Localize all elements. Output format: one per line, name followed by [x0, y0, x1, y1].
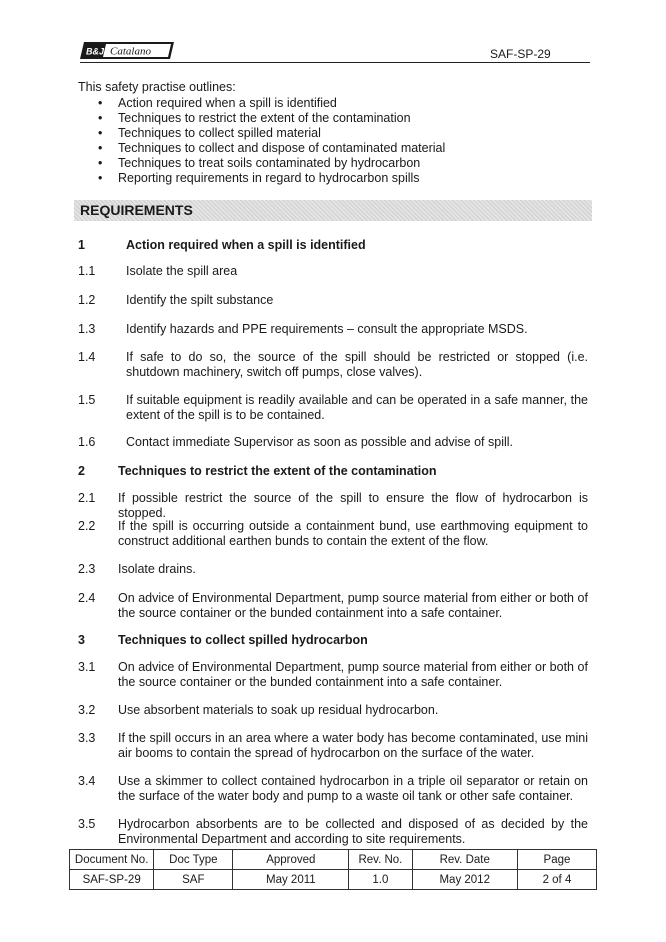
document-reference: SAF-SP-29	[490, 47, 551, 61]
company-logo	[80, 42, 174, 59]
section-number: 2	[78, 464, 85, 478]
table-cell: 2 of 4	[517, 870, 596, 890]
section-title: Techniques to collect spilled hydrocarbon	[118, 633, 368, 647]
bullet-icon: •	[98, 126, 103, 140]
list-item	[78, 171, 445, 186]
bullet-icon: •	[98, 171, 103, 185]
intro-section	[78, 80, 445, 186]
clause-number: 3.2	[78, 703, 96, 717]
requirements-heading: REQUIREMENTS	[80, 202, 193, 218]
clause-text: Use a skimmer to collect contained hydrocarbon in a triple oil separator or retain on the surface of the water body and pump to a waste oil tank or other safe container.	[118, 774, 588, 803]
table-cell: SAF	[154, 870, 233, 890]
clause-text: Identify hazards and PPE requirements – consult the appropriate MSDS.	[126, 322, 528, 336]
bullet-icon: •	[98, 111, 103, 125]
svg-text:B&J: B&J	[86, 46, 105, 57]
list-item-text: Reporting requirements in regard to hydrocarbon spills	[118, 171, 420, 185]
table-cell: May 2011	[233, 870, 349, 890]
bullet-icon: •	[98, 156, 103, 170]
clause-text: If safe to do so, the source of the spill should be restricted or stopped (i.e. shutdown machinery, switch off pumps, close valves).	[126, 350, 588, 379]
list-item-text: Techniques to collect spilled material	[118, 126, 321, 140]
clause-number: 2.3	[78, 562, 96, 576]
clause-number: 3.3	[78, 731, 96, 745]
clause-number: 2.1	[78, 491, 96, 505]
intro-list	[78, 96, 445, 186]
clause-number: 1.3	[78, 322, 96, 336]
clause-text: If possible restrict the source of the spill to ensure the flow of hydrocarbon is stopped.	[118, 491, 588, 520]
requirements-heading-bar	[74, 200, 592, 221]
clause-text: Isolate drains.	[118, 562, 196, 576]
clause-number: 1.1	[78, 264, 96, 278]
table-cell: May 2012	[412, 870, 517, 890]
table-header-row	[70, 850, 597, 870]
table-header-cell: Page	[517, 850, 596, 870]
table-header-cell: Document No.	[70, 850, 154, 870]
clause-text: If the spill occurs in an area where a water body has become contaminated, use mini air booms to contain the spread of hydrocarbon on the surface of the water.	[118, 731, 588, 760]
clause-text: Identify the spilt substance	[126, 293, 274, 307]
svg-text:Catalano: Catalano	[110, 45, 151, 58]
clause-number: 1.2	[78, 293, 96, 307]
table-row	[70, 870, 597, 890]
header-divider	[80, 62, 590, 63]
clause-text: Isolate the spill area	[126, 264, 238, 278]
table-header-cell: Approved	[233, 850, 349, 870]
bullet-icon: •	[98, 141, 103, 155]
section-number: 3	[78, 633, 85, 647]
clause-number: 2.4	[78, 591, 96, 605]
clause-text: On advice of Environmental Department, pump source material from either or both of the source container or the bunded containment into a safe container.	[118, 660, 588, 689]
list-item	[78, 96, 445, 111]
clause-number: 1.4	[78, 350, 96, 364]
list-item	[78, 111, 445, 126]
intro-title: This safety practise outlines:	[78, 80, 236, 94]
list-item-text: Techniques to treat soils contaminated by hydrocarbon	[118, 156, 421, 170]
list-item	[78, 156, 445, 171]
list-item	[78, 126, 445, 141]
clause-number: 1.6	[78, 435, 96, 449]
clause-text: Contact immediate Supervisor as soon as possible and advise of spill.	[126, 435, 514, 449]
section-title: Action required when a spill is identified	[126, 238, 366, 252]
clause-text: Use absorbent materials to soak up residual hydrocarbon.	[118, 703, 439, 717]
table-cell: 1.0	[349, 870, 412, 890]
list-item-text: Techniques to restrict the extent of the contamination	[118, 111, 411, 125]
list-item-text: Techniques to collect and dispose of contaminated material	[118, 141, 446, 155]
table-header-cell: Rev. Date	[412, 850, 517, 870]
clause-number: 1.5	[78, 393, 96, 407]
bullet-icon: •	[98, 96, 103, 110]
clause-text: If suitable equipment is readily available and can be operated in a safe manner, the extent of the spill is to be contained.	[126, 393, 588, 422]
section-number: 1	[78, 238, 85, 252]
clause-number: 3.1	[78, 660, 96, 674]
table-cell: SAF-SP-29	[70, 870, 154, 890]
clause-number: 2.2	[78, 519, 96, 533]
section-title: Techniques to restrict the extent of the contamination	[118, 464, 437, 478]
clause-number: 3.4	[78, 774, 96, 788]
clause-number: 3.5	[78, 817, 96, 831]
clause-text: Hydrocarbon absorbents are to be collected and disposed of as decided by the Environmental Department and according to site requirements.	[118, 817, 588, 846]
clause-text: If the spill is occurring outside a containment bund, use earthmoving equipment to construct additional earthen bunds to contain the extent of the flow.	[118, 519, 588, 548]
document-control-table	[69, 849, 597, 890]
list-item-text: Action required when a spill is identified	[118, 96, 337, 110]
table-header-cell: Doc Type	[154, 850, 233, 870]
list-item	[78, 141, 445, 156]
clause-text: On advice of Environmental Department, pump source material from either or both of the source container or the bunded containment into a safe container.	[118, 591, 588, 620]
table-header-cell: Rev. No.	[349, 850, 412, 870]
